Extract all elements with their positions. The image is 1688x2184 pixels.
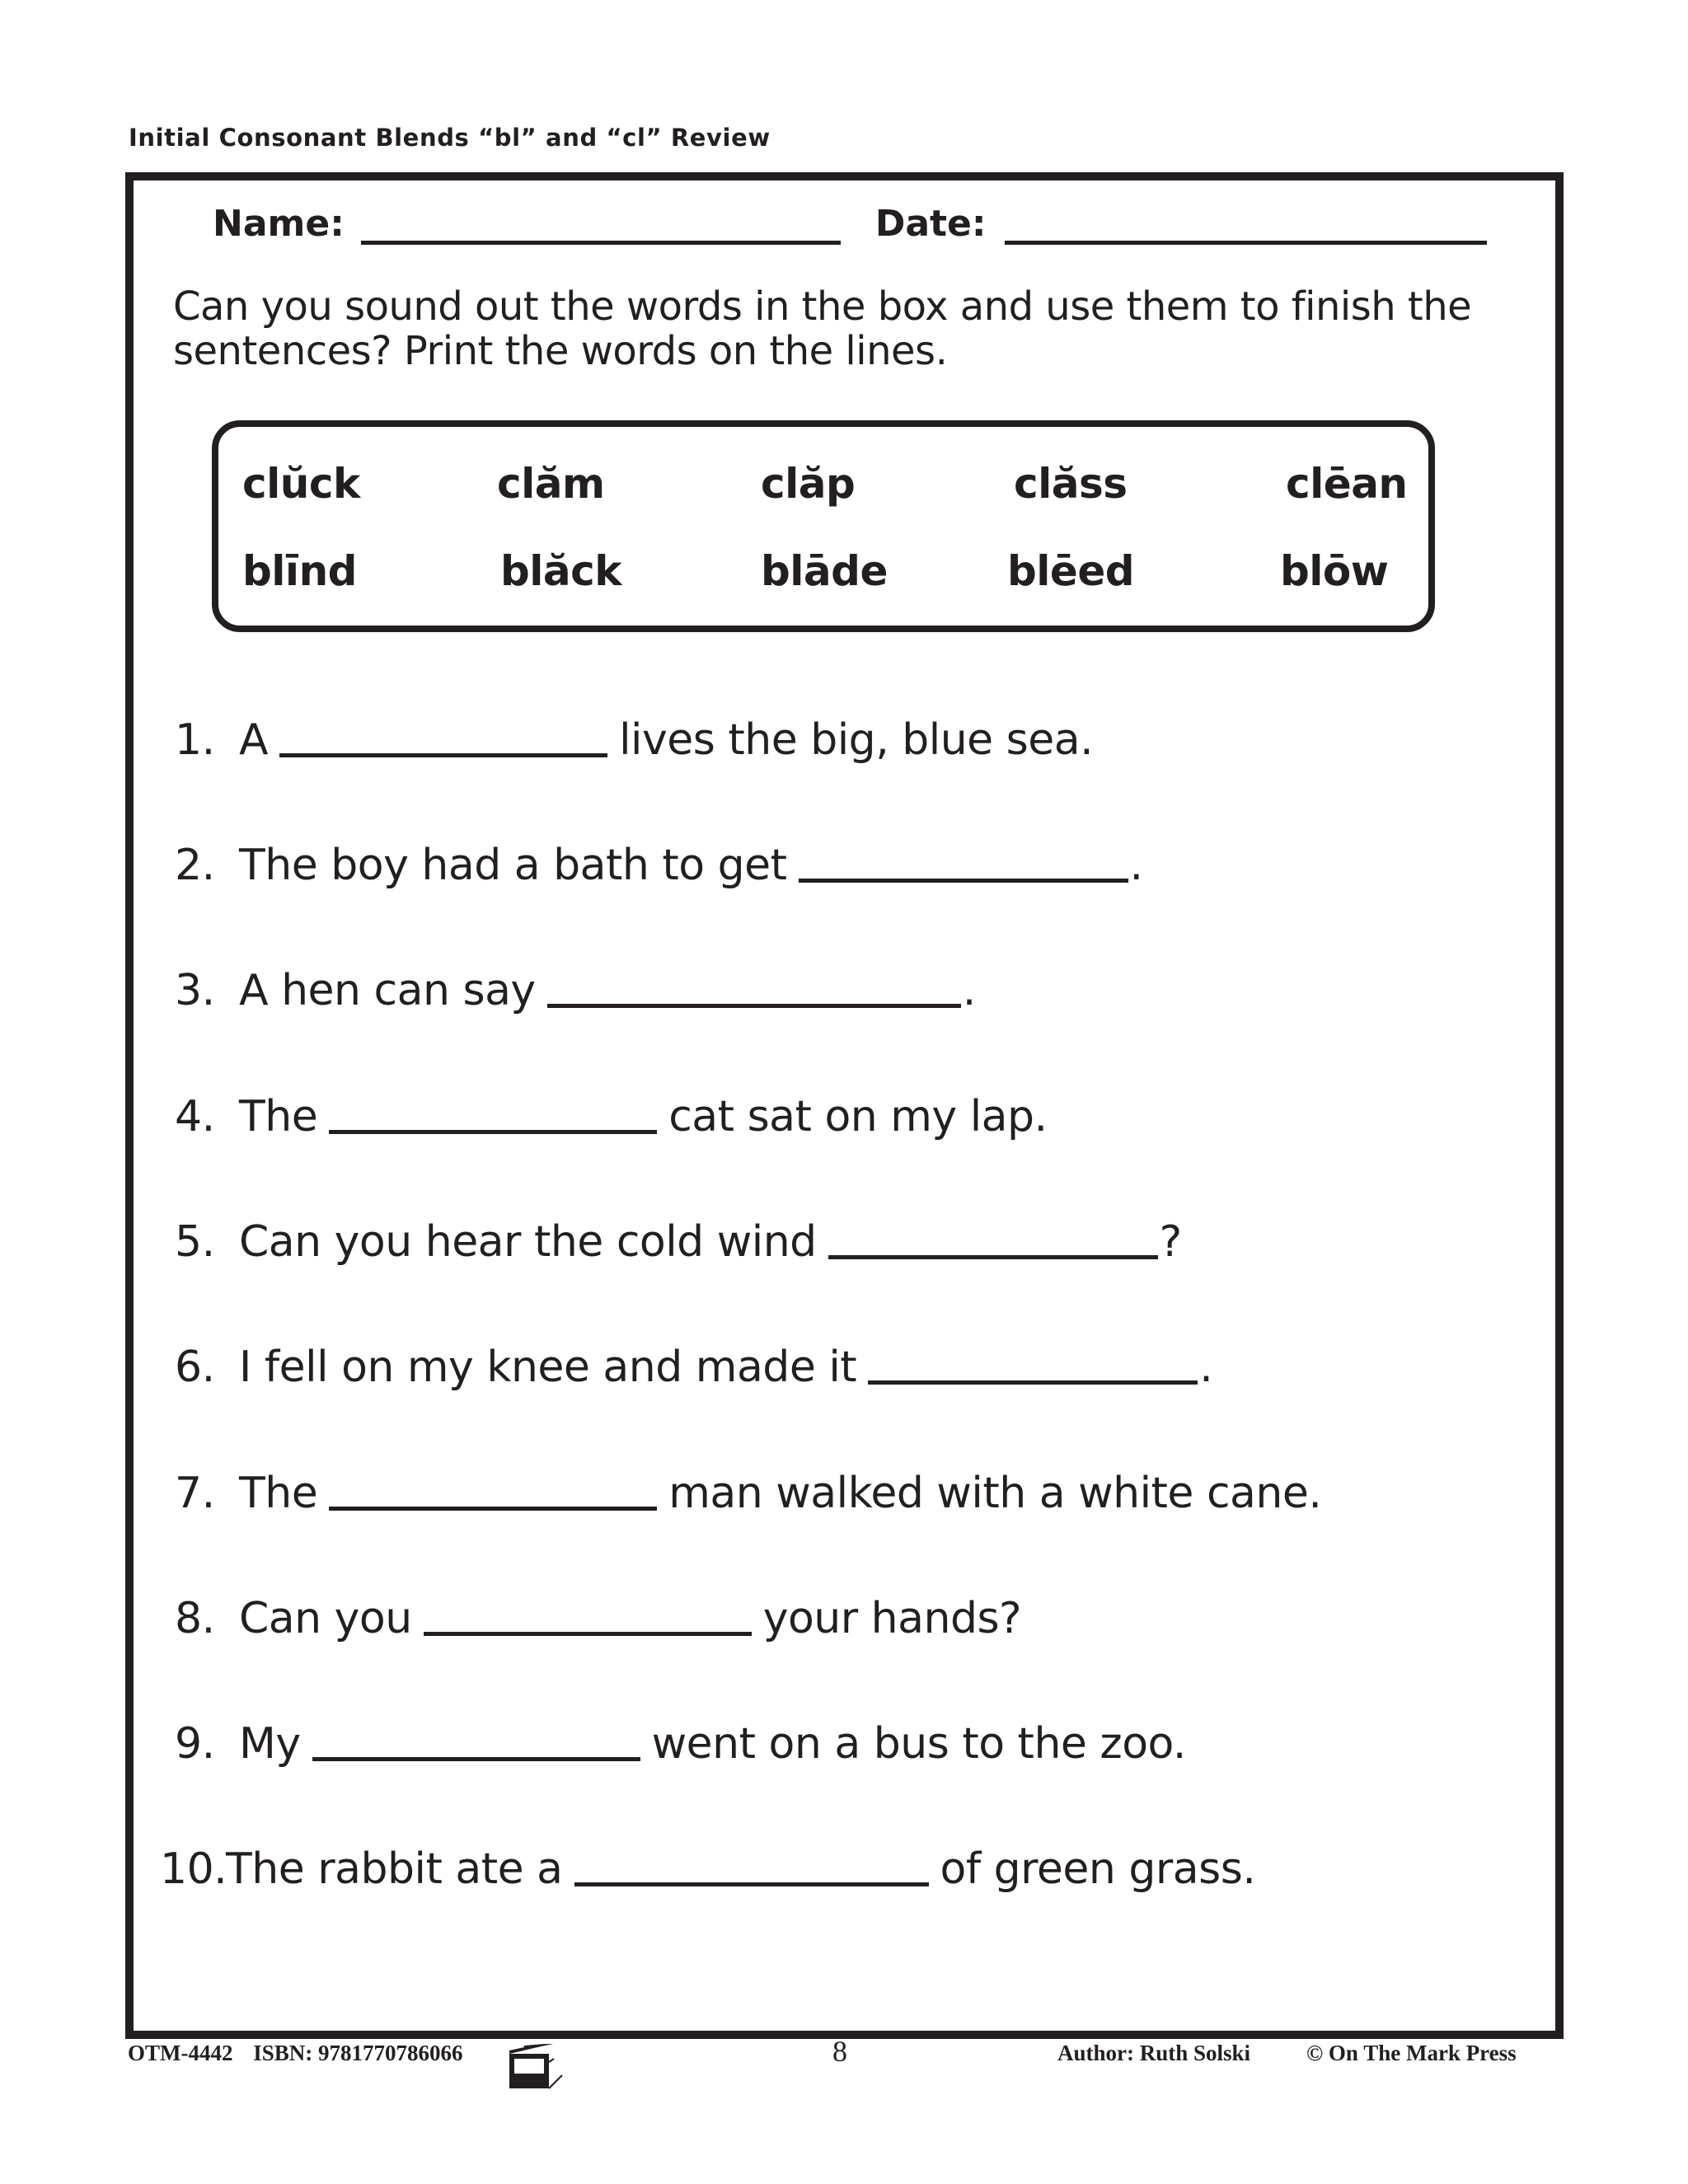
sentence-text-after: .: [1129, 841, 1143, 890]
sentence-text-before: Can you hear the cold wind: [239, 1217, 817, 1267]
sentence-number: 3.: [175, 966, 215, 1015]
name-label: Name:: [213, 203, 345, 245]
sentence-number: 1.: [175, 715, 215, 765]
word-bank-box: [212, 420, 1435, 632]
sentence-number: 2.: [175, 841, 215, 890]
sentence-text-before: The rabbit ate a: [226, 1844, 563, 1894]
sentence-5: [175, 1217, 1182, 1267]
word-bank-item: blāde: [761, 547, 888, 595]
answer-blank[interactable]: [868, 1380, 1198, 1385]
word-bank-item: clăm: [497, 460, 605, 508]
photocopier-icon: [508, 2044, 598, 2093]
sentence-text-before: A: [239, 715, 269, 765]
page-number: 8: [832, 2035, 847, 2068]
answer-blank[interactable]: [312, 1756, 640, 1761]
sentence-text-before: Can you: [239, 1594, 412, 1643]
answer-blank[interactable]: [828, 1254, 1158, 1259]
answer-blank[interactable]: [329, 1506, 657, 1511]
sentence-8: [175, 1594, 1021, 1643]
sentence-3: [175, 966, 976, 1015]
isbn: ISBN: 9781770786066: [253, 2041, 463, 2065]
sentence-4: [175, 1092, 1048, 1141]
word-bank-item: blōw: [1280, 547, 1389, 595]
word-bank-item: clŭck: [242, 460, 360, 508]
word-bank-item: clăss: [1014, 460, 1128, 508]
answer-blank[interactable]: [799, 878, 1128, 883]
sentence-text-after: .: [1199, 1343, 1213, 1392]
word-bank-item: clăp: [761, 460, 856, 508]
instructions: Can you sound out the words in the box and use them to finish the sentences? Print the words on the lines.: [173, 284, 1472, 374]
sentence-6: [175, 1343, 1212, 1392]
sentence-text-after: went on a bus to the zoo.: [651, 1719, 1186, 1769]
sentence-text-before: The: [239, 1092, 318, 1141]
sentence-number: 5.: [175, 1217, 215, 1267]
sentence-text-after: your hands?: [762, 1594, 1022, 1643]
sentence-text-after: of green grass.: [940, 1844, 1256, 1894]
footer-left: [128, 2041, 463, 2066]
answer-blank[interactable]: [547, 1003, 961, 1008]
answer-blank[interactable]: [574, 1882, 929, 1886]
sentence-1: [175, 715, 1093, 765]
sentence-9: [175, 1719, 1186, 1769]
word-bank-item: clēan: [1286, 460, 1408, 508]
sentence-number: 10.: [160, 1844, 227, 1894]
sentence-number: 4.: [175, 1092, 215, 1141]
sentence-text-after: ?: [1159, 1217, 1182, 1267]
word-bank-item: blīnd: [242, 547, 357, 595]
sentence-text-before: The: [239, 1469, 318, 1518]
sentence-7: [175, 1469, 1321, 1518]
name-date-row: [213, 203, 1487, 245]
sentence-text-before: A hen can say: [239, 966, 536, 1015]
sentence-10: [160, 1844, 1255, 1894]
product-code: OTM-4442: [128, 2041, 233, 2065]
name-field[interactable]: [361, 208, 841, 245]
sentence-text-before: I fell on my knee and made it: [239, 1343, 857, 1392]
sentence-number: 8.: [175, 1594, 215, 1643]
sentence-text-after: lives the big, blue sea.: [619, 715, 1094, 765]
answer-blank[interactable]: [279, 752, 607, 757]
sentence-2: [175, 841, 1143, 890]
answer-blank[interactable]: [424, 1631, 752, 1636]
sentence-text-after: man walked with a white cane.: [668, 1469, 1322, 1518]
sentence-text-before: My: [239, 1719, 301, 1769]
sentence-number: 7.: [175, 1469, 215, 1518]
answer-blank[interactable]: [329, 1129, 657, 1134]
date-field[interactable]: [1005, 208, 1487, 245]
footer-publisher: © On The Mark Press: [1306, 2041, 1517, 2065]
sentence-text-before: The boy had a bath to get: [239, 841, 787, 890]
page-header-title: Initial Consonant Blends “bl” and “cl” Review: [129, 124, 771, 152]
sentence-number: 6.: [175, 1343, 215, 1392]
sentence-text-after: cat sat on my lap.: [668, 1092, 1048, 1141]
word-bank-item: blēed: [1007, 547, 1135, 595]
footer-author: Author: Ruth Solski: [1057, 2041, 1251, 2065]
sentence-text-after: .: [962, 966, 976, 1015]
sentence-number: 9.: [175, 1719, 215, 1769]
date-label: Date:: [874, 203, 987, 245]
word-bank-item: blăck: [500, 547, 622, 595]
